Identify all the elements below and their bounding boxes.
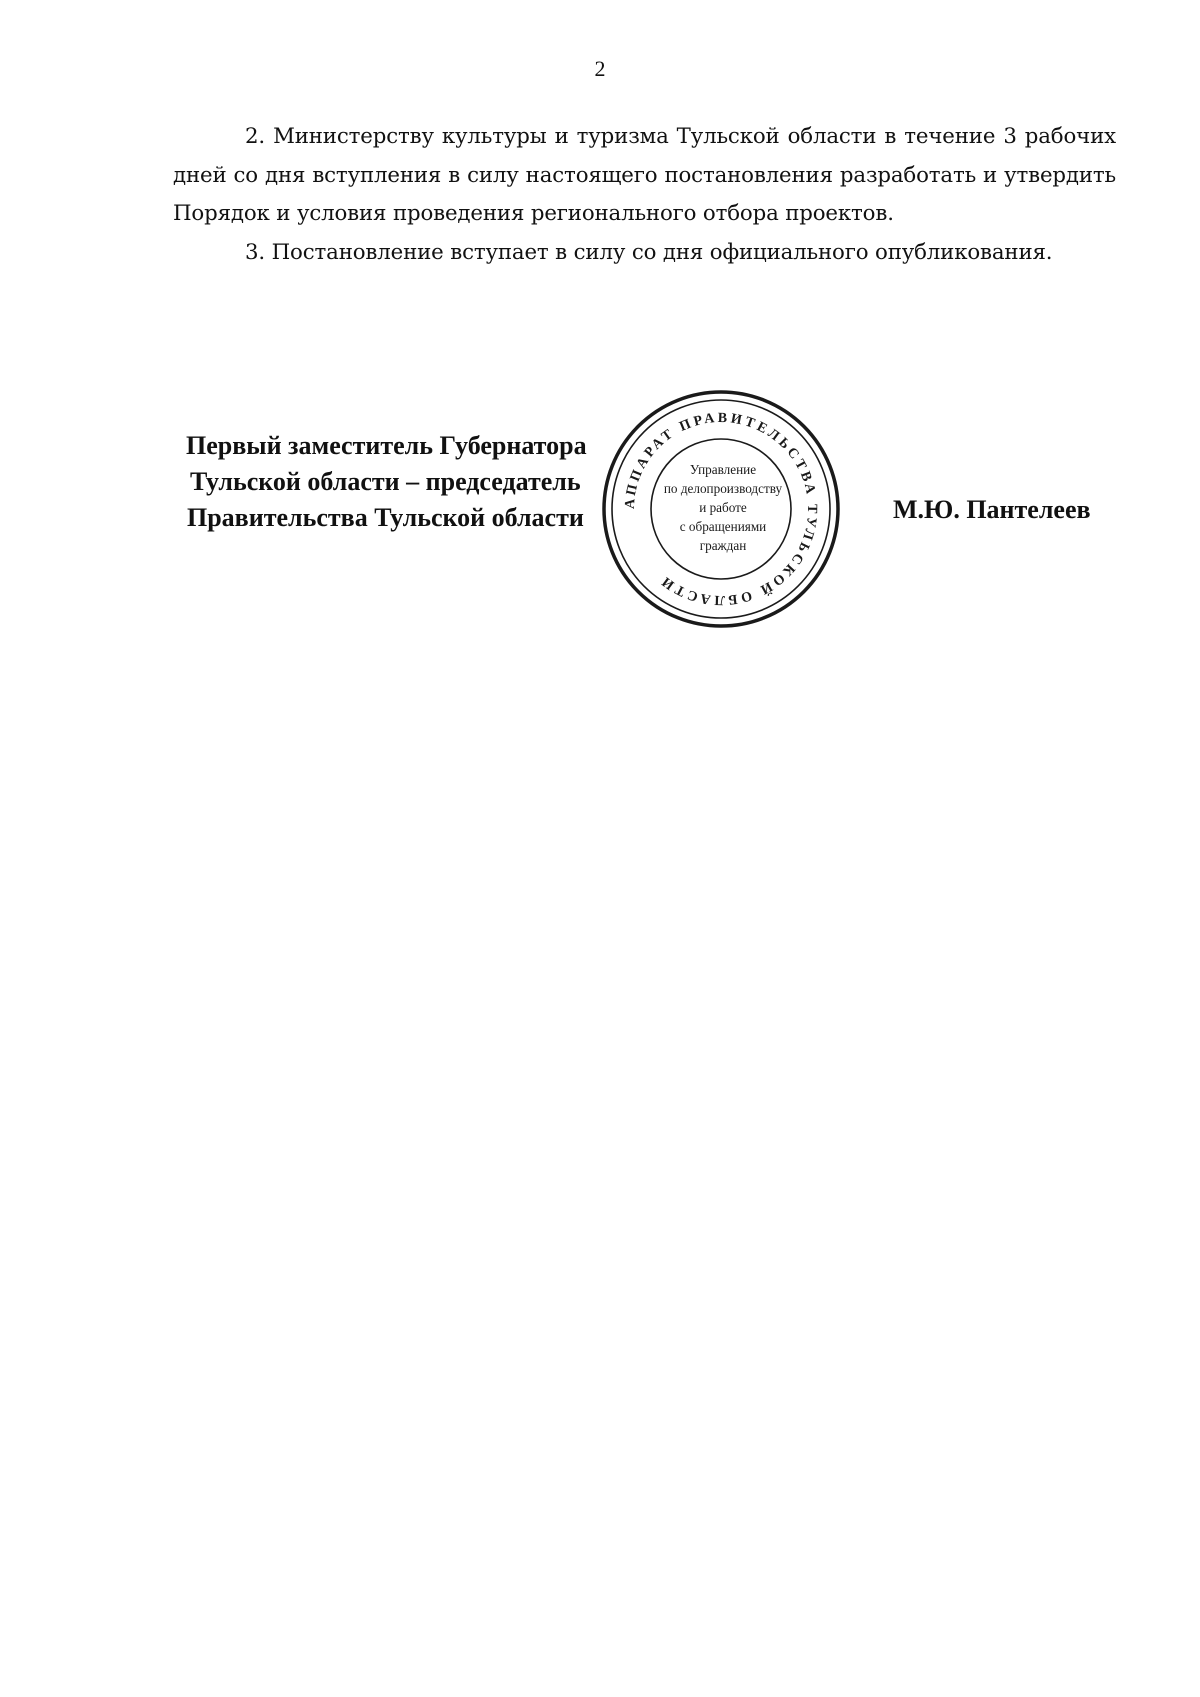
signatory-name: М.Ю. Пантелеев xyxy=(893,495,1091,524)
signatory-title-line: Первый заместитель Губернатора xyxy=(186,431,587,460)
signatory-title xyxy=(186,428,587,536)
svg-text:с обращениями: с обращениями xyxy=(679,519,767,534)
svg-text:граждан: граждан xyxy=(699,538,747,553)
svg-text:Управление: Управление xyxy=(689,462,757,477)
svg-text:АППАРАТ ПРАВИТЕЛЬСТВА ТУЛЬСКОЙ: АППАРАТ ПРАВИТЕЛЬСТВА ТУЛЬСКОЙ ОБЛАСТИ xyxy=(622,410,820,608)
official-seal xyxy=(601,389,841,629)
svg-text:и работе: и работе xyxy=(699,500,747,515)
page-number: 2 xyxy=(594,56,606,81)
signatory-title-line: Тульской области – председатель xyxy=(190,467,581,496)
svg-text:по делопроизводству: по делопроизводству xyxy=(663,481,783,496)
paragraph-3: 3. Постановление вступает в силу со дня официального опубликования. xyxy=(245,239,1053,265)
document-body xyxy=(173,118,1116,272)
seal-graphic xyxy=(601,389,841,629)
signatory-title-line: Правительства Тульской области xyxy=(187,503,584,532)
paragraph-2: 2. Министерству культуры и туризма Тульской области в течение 3 рабочих дней со дня вступления в силу настоящего постановления разработать и утвердить Порядок и условия проведения регионального отбора проектов. xyxy=(173,124,1116,226)
